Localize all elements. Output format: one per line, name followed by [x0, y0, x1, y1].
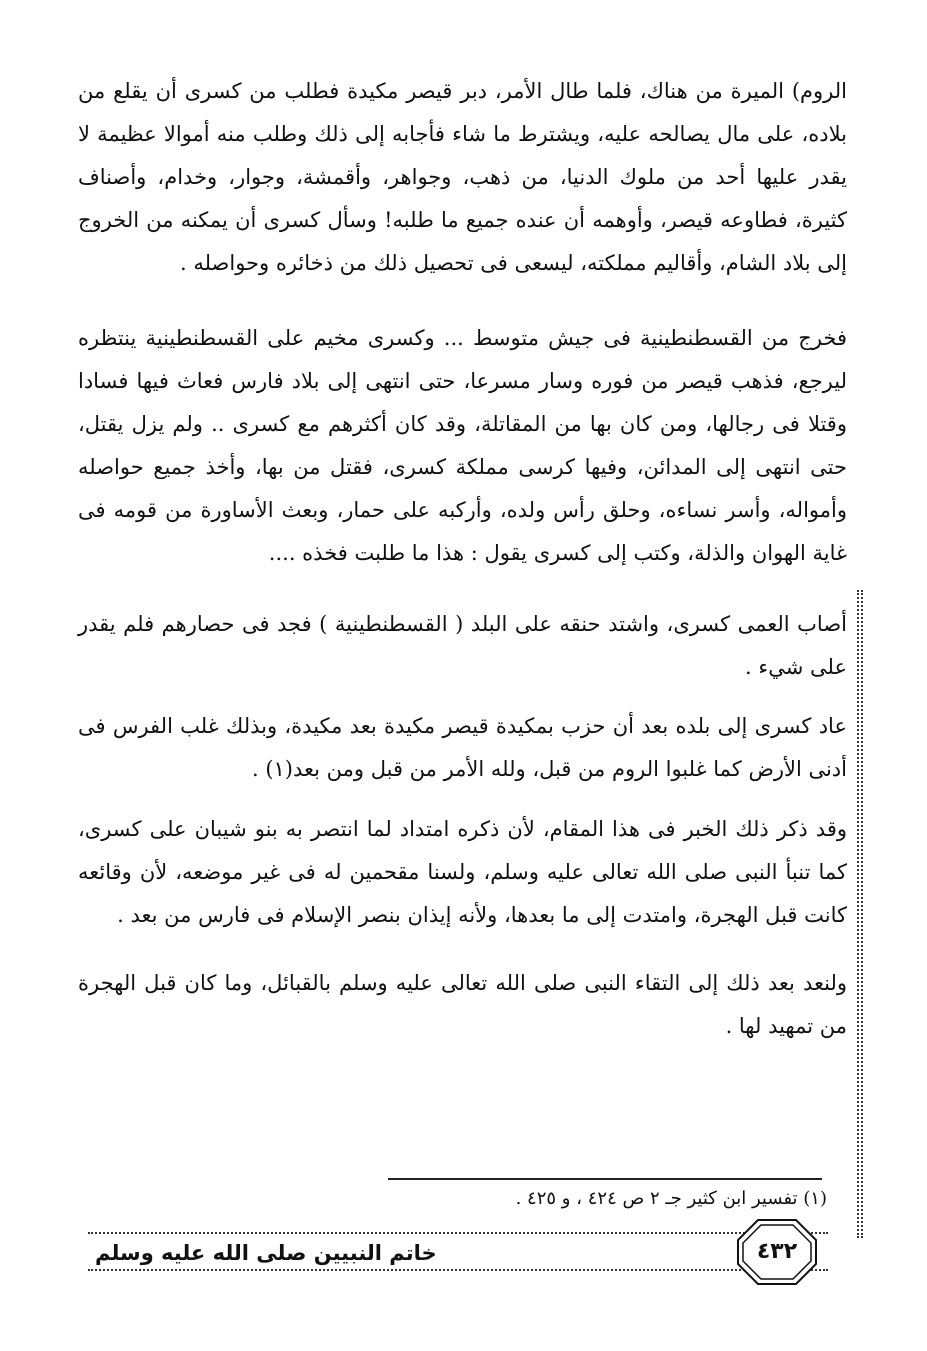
paragraph-2: فخرج من القسطنطينية فى جيش متوسط ... وكسرى مخيم على القسطنطينية ينتظره ليرجع، فذهب قيصر من فوره وسار مسرعا، حتى انتهى إلى بلاد فارس فعاث فيها فسادا وقتلا فى رجالها، ومن كان بها من المقاتلة، وقد كان أكثرهم مع كسرى .. ولم يزل يقتل، حتى انتهى إلى المدائن، وفيها كرسى مملكة كسرى، فقتل من بها، وأخذ جميع حواصله وأمواله، وأسر نساءه، وحلق رأس ولده، وأركبه على حمار، وبعث الأساورة من قومه فى غاية الهوان والذلة، وكتب إلى كسرى يقول : هذا ما طلبت فخذه ....	[78, 326, 847, 565]
page-number: ٤٣٢	[756, 1239, 798, 1264]
footnote: (١) تفسير ابن كثير جـ ٢ ص ٤٢٤ ، و ٤٢٥ .	[515, 1188, 827, 1209]
paragraph-3: أصاب العمى كسرى، واشتد حنقه على البلد ( القسطنطينية ) فجد فى حصارهم فلم يقدر على شيء .	[78, 612, 847, 679]
page-number-badge	[736, 1216, 818, 1288]
decorative-side-border	[857, 590, 863, 1238]
footer-border-bottom	[88, 1269, 828, 1271]
footer-border-top	[88, 1232, 828, 1234]
paragraph-1: الروم) الميرة من هناك، فلما طال الأمر، دبر قيصر مكيدة فطلب من كسرى أن يقلع من بلاده، على مال يصالحه عليه، ويشترط ما شاء فأجابه إلى ذلك وطلب منه أموالا عظيمة لا يقدر عليها أحد من ملوك الدنيا، من ذهب، وجواهر، وأقمشة، وجوار، وخدام، وأصناف كثيرة، فطاوعه قيصر، وأوهمه أن عنده جميع ما طلبه! وسأل كسرى أن يمكنه من الخروج إلى بلاد الشام، وأقاليم مملكته، ليسعى فى تحصيل ذلك من ذخائره وحواصله .	[78, 79, 847, 275]
paragraph-5: وقد ذكر ذلك الخبر فى هذا المقام، لأن ذكره امتداد لما انتصر به بنو شيبان على كسرى، كما تنبأ النبى صلى الله تعالى عليه وسلم، ولسنا مقحمين له فى غير موضعه، لأن وقائعه كانت قبل الهجرة، وامتدت إلى ما بعدها، ولأنه إيذان بنصر الإسلام فى فارس من بعد .	[78, 817, 847, 927]
paragraph-4: عاد كسرى إلى بلده بعد أن حزب بمكيدة قيصر مكيدة بعد مكيدة، وبذلك غلب الفرس فى أدنى الأرض كما غلبوا الروم من قبل، ولله الأمر من قبل ومن بعد(١) .	[78, 714, 847, 781]
footnote-divider	[388, 1178, 822, 1180]
running-title: خاتم النبيين صلى الله عليه وسلم	[95, 1241, 437, 1265]
paragraph-6: ولنعد بعد ذلك إلى التقاء النبى صلى الله تعالى عليه وسلم بالقبائل، وما كان قبل الهجرة من تمهيد لها .	[78, 971, 847, 1038]
